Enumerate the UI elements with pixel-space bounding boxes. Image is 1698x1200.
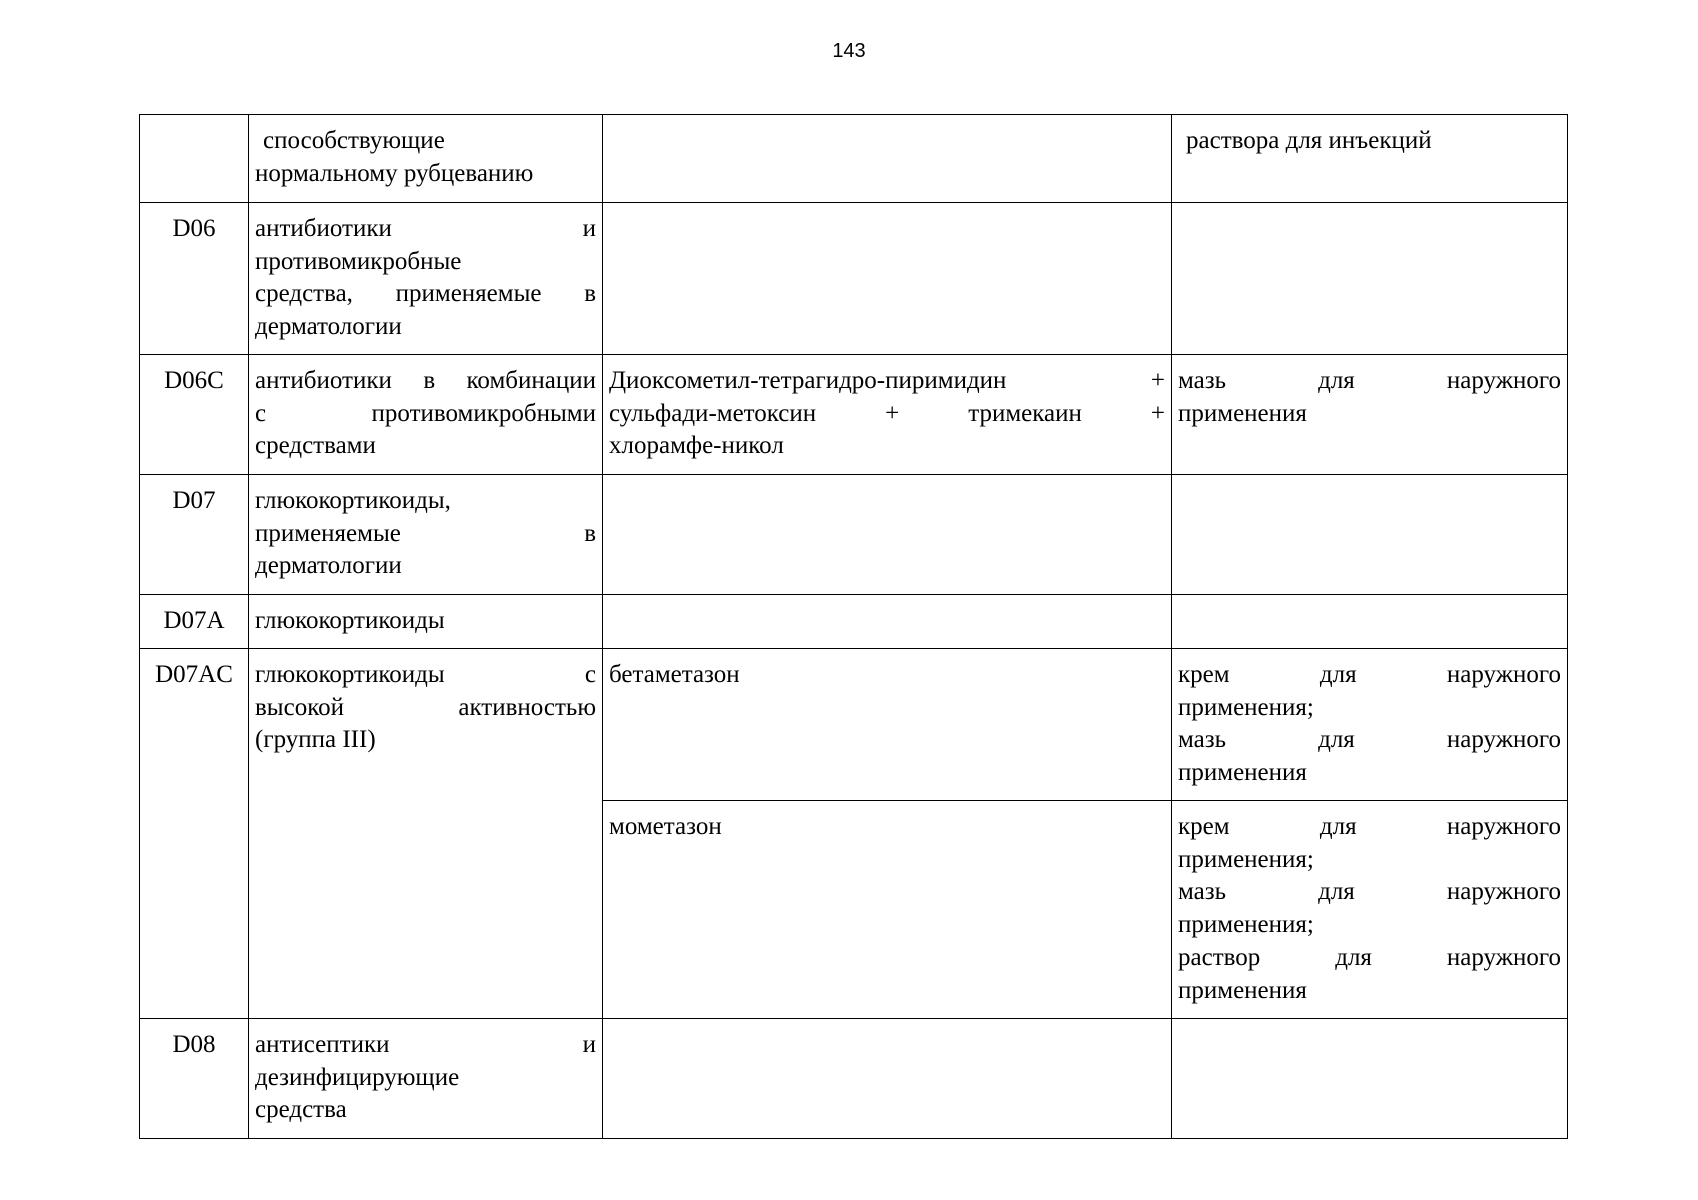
table-row bbox=[140, 475, 1568, 595]
dosage-form-cell bbox=[1172, 1019, 1568, 1139]
drug-name-cell bbox=[603, 475, 1172, 595]
table-row bbox=[140, 203, 1568, 355]
group-text-line: способствующие bbox=[263, 127, 445, 154]
table-row bbox=[140, 595, 1568, 649]
form-text-line: мазь для наружного bbox=[1178, 726, 1561, 754]
atc-code-cell: D07A bbox=[140, 595, 249, 649]
group-text-line: высокой активностью bbox=[255, 693, 596, 721]
group-text-line: глюкокортикоиды с bbox=[255, 661, 596, 688]
form-text-line: раствор для наружного bbox=[1178, 943, 1561, 971]
group-name-cell bbox=[249, 203, 603, 355]
group-text-line: противомикробные bbox=[255, 247, 462, 275]
table-row bbox=[140, 355, 1568, 475]
drug-name-cell bbox=[603, 355, 1172, 475]
drug-name-cell bbox=[603, 203, 1172, 355]
drug-name-cell bbox=[603, 1019, 1172, 1139]
atc-code-cell bbox=[140, 115, 249, 203]
form-text-line: крем для наружного bbox=[1178, 813, 1561, 840]
group-text-line: нормальному рубцеванию bbox=[255, 159, 534, 187]
form-text-line: применения; bbox=[1178, 693, 1314, 721]
group-text-line: применяемые в bbox=[255, 519, 596, 547]
form-text-line: применения bbox=[1178, 759, 1307, 787]
group-text-line: (группа III) bbox=[255, 726, 376, 754]
group-text-line: антибиотики в комбинации bbox=[255, 367, 596, 394]
atc-code-cell: D06 bbox=[140, 203, 249, 355]
atc-code-cell: D07AC bbox=[140, 649, 249, 1019]
atc-drug-table bbox=[139, 114, 1568, 1139]
group-text-line: антибиотики и bbox=[255, 215, 596, 242]
form-text-line: применения; bbox=[1178, 845, 1314, 873]
group-text-line: глюкокортикоиды bbox=[255, 607, 445, 634]
table-row bbox=[140, 649, 1568, 801]
drug-text-line: бетаметазон bbox=[609, 661, 740, 688]
group-name-cell bbox=[249, 595, 603, 649]
table-row bbox=[140, 1019, 1568, 1139]
drug-text-line: мометазон bbox=[609, 813, 722, 840]
group-text-line: антисептики и bbox=[255, 1031, 596, 1058]
page-number: 143 bbox=[832, 40, 866, 62]
atc-code-cell: D06C bbox=[140, 355, 249, 475]
group-text-line: дерматологии bbox=[255, 313, 402, 341]
group-name-cell bbox=[249, 475, 603, 595]
drug-name-cell bbox=[603, 649, 1172, 801]
group-text-line: средства bbox=[255, 1096, 347, 1124]
group-text-line: дерматологии bbox=[255, 552, 402, 580]
group-text-line: дезинфицирующие bbox=[255, 1063, 460, 1091]
group-text-line: средства, применяемые в bbox=[255, 280, 596, 308]
group-text-line: глюкокортикоиды, bbox=[255, 487, 451, 514]
group-name-cell bbox=[249, 1019, 603, 1139]
group-name-cell bbox=[249, 115, 603, 203]
atc-code-cell: D08 bbox=[140, 1019, 249, 1139]
form-text-line: мазь для наружного bbox=[1178, 878, 1561, 906]
group-text-line: с противомикробными bbox=[255, 399, 596, 427]
form-text-line: раствора для инъекций bbox=[1186, 127, 1432, 154]
dosage-form-cell bbox=[1172, 649, 1568, 801]
drug-text-line: Диоксометил-тетрагидро-пиримидин + bbox=[609, 367, 1165, 394]
atc-code-cell: D07 bbox=[140, 475, 249, 595]
group-name-cell bbox=[249, 649, 603, 1019]
dosage-form-cell bbox=[1172, 355, 1568, 475]
drug-name-cell bbox=[603, 595, 1172, 649]
form-text-line: крем для наружного bbox=[1178, 661, 1561, 688]
group-text-line: средствами bbox=[255, 432, 376, 460]
drug-text-line: сульфади-метоксин + тримекаин + bbox=[609, 399, 1165, 427]
form-text-line: применения bbox=[1178, 976, 1307, 1004]
drug-name-cell bbox=[603, 801, 1172, 1019]
form-text-line: мазь для наружного bbox=[1178, 367, 1561, 394]
dosage-form-cell bbox=[1172, 115, 1568, 203]
dosage-form-cell bbox=[1172, 203, 1568, 355]
dosage-form-cell bbox=[1172, 595, 1568, 649]
drug-name-cell bbox=[603, 115, 1172, 203]
dosage-form-cell bbox=[1172, 475, 1568, 595]
form-text-line: применения; bbox=[1178, 911, 1314, 939]
dosage-form-cell bbox=[1172, 801, 1568, 1019]
drug-text-line: хлорамфе-никол bbox=[609, 432, 784, 460]
table-row bbox=[140, 115, 1568, 203]
form-text-line: применения bbox=[1178, 399, 1307, 427]
group-name-cell bbox=[249, 355, 603, 475]
